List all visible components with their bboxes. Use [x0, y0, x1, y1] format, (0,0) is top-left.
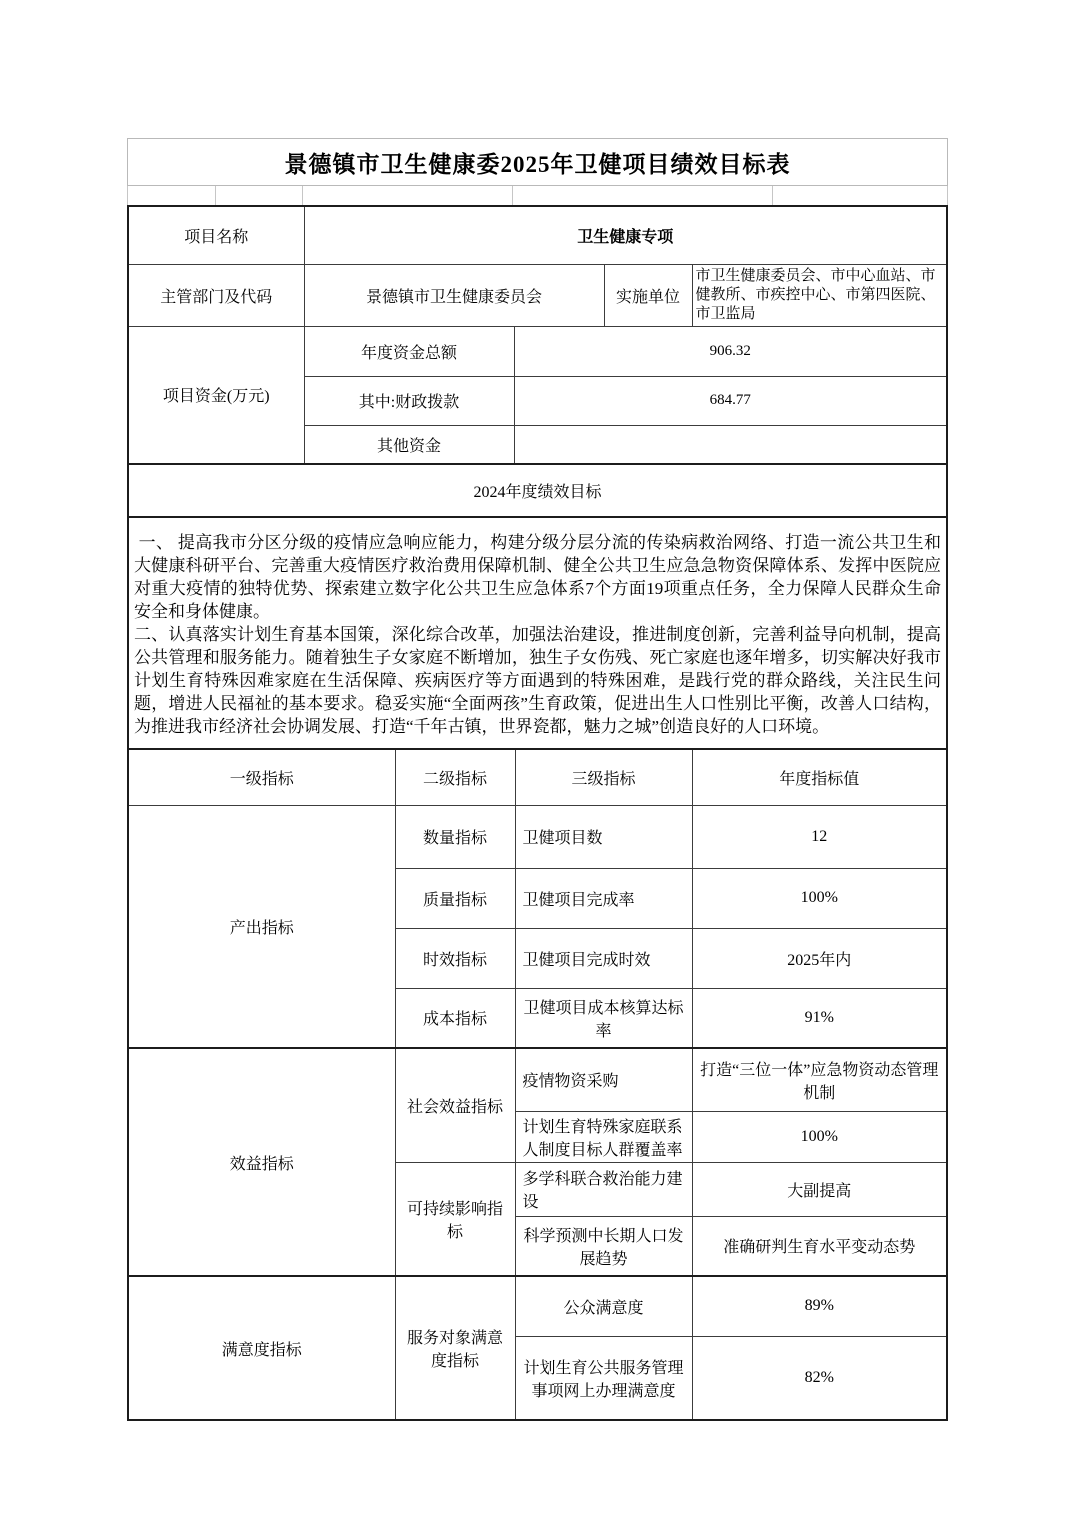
project-name-row: [129, 207, 946, 264]
indicator-header-row: [129, 750, 946, 805]
info-table: [129, 207, 946, 463]
spacer-cell: [303, 186, 513, 205]
spacer-cell: [513, 186, 773, 205]
value-cell: 89%: [692, 1276, 946, 1336]
level1-cell-output: 产出指标: [129, 805, 395, 1048]
level2-cell-service-satisfaction: 服务对象满意度指标: [395, 1276, 515, 1419]
value-cell: 91%: [692, 988, 946, 1048]
value-cell: 准确研判生育水平变动态势: [692, 1216, 946, 1276]
level2-cell-timeliness: 时效指标: [395, 928, 515, 988]
fund-total-label: 年度资金总额: [304, 326, 514, 376]
implementing-unit-value: 市卫生健康委员会、市中心血站、市健教所、市疾控中心、市第四医院、市卫监局: [692, 264, 946, 326]
level2-cell-quality: 质量指标: [395, 868, 515, 928]
spacer-row: [127, 186, 948, 205]
indicator-row: [129, 1048, 946, 1111]
document-page: [127, 138, 948, 1421]
level3-cell: 计划生育公共服务管理事项网上办理满意度: [515, 1336, 692, 1419]
annual-goal-header: 2024年度绩效目标: [129, 463, 946, 518]
fund-fiscal-label: 其中:财政拨款: [304, 376, 514, 425]
spacer-cell: [216, 186, 303, 205]
goal-paragraph-1: 一、 提高我市分区分级的疫情应急响应能力，构建分级分层分流的传染病救治网络、打造一流公共卫生和大健康科研平台、完善重大疫情医疗救治费用保障机制、健全公共卫生应急急物资保障体系、发挥中医院应对重大疫情的独特优势、探索建立数字化公共卫生应急体系7个方面19项重点任务，全力保障人民群众生命安全和身体健康。: [134, 533, 942, 621]
level3-cell: 卫健项目完成时效: [515, 928, 692, 988]
level3-cell: 卫健项目成本核算达标率: [515, 988, 692, 1048]
level1-cell-satisfaction: 满意度指标: [129, 1276, 395, 1419]
level1-cell-benefit: 效益指标: [129, 1048, 395, 1276]
fund-total-value: 906.32: [514, 326, 946, 376]
fund-fiscal-value: 684.77: [514, 376, 946, 425]
level3-cell: 疫情物资采购: [515, 1048, 692, 1111]
annual-goal-text: [129, 518, 946, 750]
value-cell: 82%: [692, 1336, 946, 1419]
level2-cell-quantity: 数量指标: [395, 805, 515, 868]
implementing-unit-label: 实施单位: [604, 264, 692, 326]
indicator-header-level1: 一级指标: [129, 750, 395, 805]
department-value: 景德镇市卫生健康委员会: [304, 264, 604, 326]
main-table-block: [127, 205, 948, 1421]
indicator-row: [129, 1276, 946, 1336]
level3-cell: 公众满意度: [515, 1276, 692, 1336]
level3-cell: 计划生育特殊家庭联系人制度目标人群覆盖率: [515, 1111, 692, 1162]
value-cell: 100%: [692, 1111, 946, 1162]
indicator-row: [129, 805, 946, 868]
fund-other-label: 其他资金: [304, 425, 514, 463]
fund-other-value: [514, 425, 946, 463]
department-row: [129, 264, 946, 326]
page-title: 景德镇市卫生健康委2025年卫健项目绩效目标表: [127, 138, 948, 186]
indicator-header-level3: 三级指标: [515, 750, 692, 805]
fund-row-total: [129, 326, 946, 376]
value-cell: 12: [692, 805, 946, 868]
spacer-cell: [773, 186, 947, 205]
spacer-cell: [128, 186, 216, 205]
indicator-header-level2: 二级指标: [395, 750, 515, 805]
level2-cell-sustainability: 可持续影响指标: [395, 1162, 515, 1276]
level3-cell: 多学科联合救治能力建设: [515, 1162, 692, 1216]
indicator-header-value: 年度指标值: [692, 750, 946, 805]
project-name-value: 卫生健康专项: [304, 207, 946, 264]
level3-cell: 卫健项目完成率: [515, 868, 692, 928]
value-cell: 打造“三位一体”应急物资动态管理机制: [692, 1048, 946, 1111]
value-cell: 大副提高: [692, 1162, 946, 1216]
department-label: 主管部门及代码: [129, 264, 304, 326]
level3-cell: 科学预测中长期人口发展趋势: [515, 1216, 692, 1276]
level3-cell: 卫健项目数: [515, 805, 692, 868]
value-cell: 2025年内: [692, 928, 946, 988]
level2-cell-social-benefit: 社会效益指标: [395, 1048, 515, 1162]
level2-cell-cost: 成本指标: [395, 988, 515, 1048]
project-funds-label: 项目资金(万元): [129, 326, 304, 463]
indicator-table: [129, 750, 946, 1419]
project-name-label: 项目名称: [129, 207, 304, 264]
goal-paragraph-2: 二、认真落实计划生育基本国策，深化综合改革，加强法治建设，推进制度创新，完善利益导向机制，提高公共管理和服务能力。随着独生子女家庭不断增加，独生子女伤残、死亡家庭也逐年增多，切实解决好我市计划生育特殊因难家庭在生活保障、疾病医疗等方面遇到的特殊困难，是践行党的群众路线，关注民生问题，增进人民福祉的基本要求。稳妥实施“全面两孩”生育政策，促进出生人口性别比平衡，改善人口结构，为推进我市经济社会协调发展、打造“千年古镇，世界瓷都，魅力之城”创造良好的人口环境。: [134, 625, 941, 736]
value-cell: 100%: [692, 868, 946, 928]
